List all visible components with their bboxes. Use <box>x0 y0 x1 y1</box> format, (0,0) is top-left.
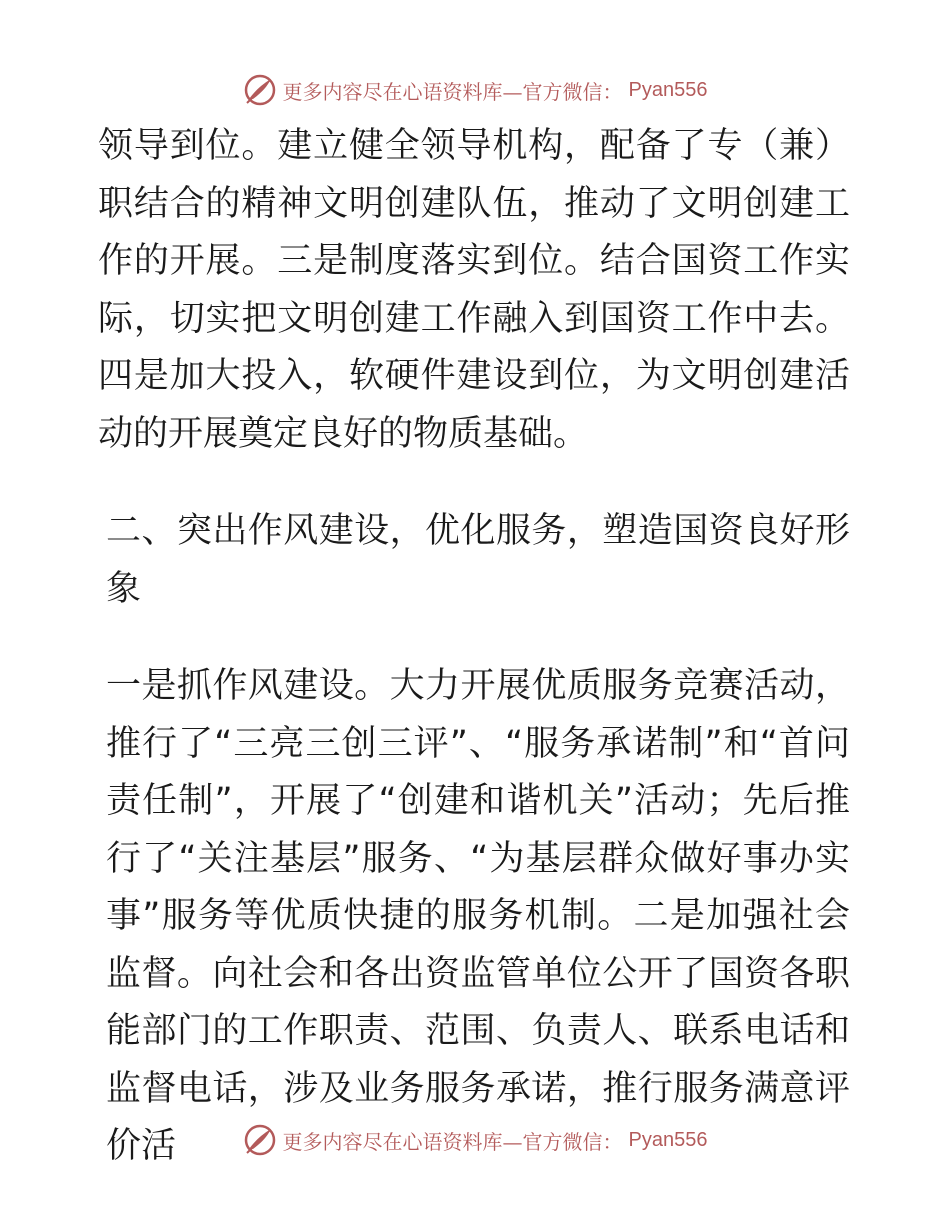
paragraph-gap <box>98 463 850 503</box>
paragraph-gap <box>98 618 850 658</box>
wechat-handle: Pyan556 <box>628 78 708 101</box>
document-body <box>98 118 850 1176</box>
paragraph-1: 领导到位。建立健全领导机构，配备了专（兼）职结合的精神文明创建队伍，推动了文明创建工作的开展。三是制度落实到位。结合国资工作实际，切实把文明创建工作融入到国资工作中去。四是加大投入，软硬件建设到位，为文明创建活动的开展奠定良好的物质基础。 <box>98 126 850 454</box>
paragraph-2: 一是抓作风建设。大力开展优质服务竞赛活动，推行了“三亮三创三评”、“服务承诺制”和“首问责任制”，开展了“创建和谐机关”活动；先后推行了“关注基层”服务、“为基层群众做好事办实事”服务等优质快捷的服务机制。二是加强社会监督。向社会和各出资监管单位公开了国资各职能部门的工作职责、范围、负责人、联系电话和监督电话，涉及业务服务承诺，推行服务满意评价活 <box>106 666 850 1166</box>
section-heading-2: 二、突出作风建设，优化服务，塑造国资良好形象 <box>106 511 850 609</box>
quill-pen-logo-icon <box>243 1123 277 1157</box>
header-banner <box>0 70 950 110</box>
banner-text: 更多内容尽在心语资料库—官方微信： <box>282 1129 623 1154</box>
banner-text: 更多内容尽在心语资料库—官方微信： <box>282 79 623 104</box>
footer-banner <box>0 1120 950 1160</box>
quill-pen-logo-icon <box>243 73 277 107</box>
wechat-handle: Pyan556 <box>628 1128 708 1151</box>
